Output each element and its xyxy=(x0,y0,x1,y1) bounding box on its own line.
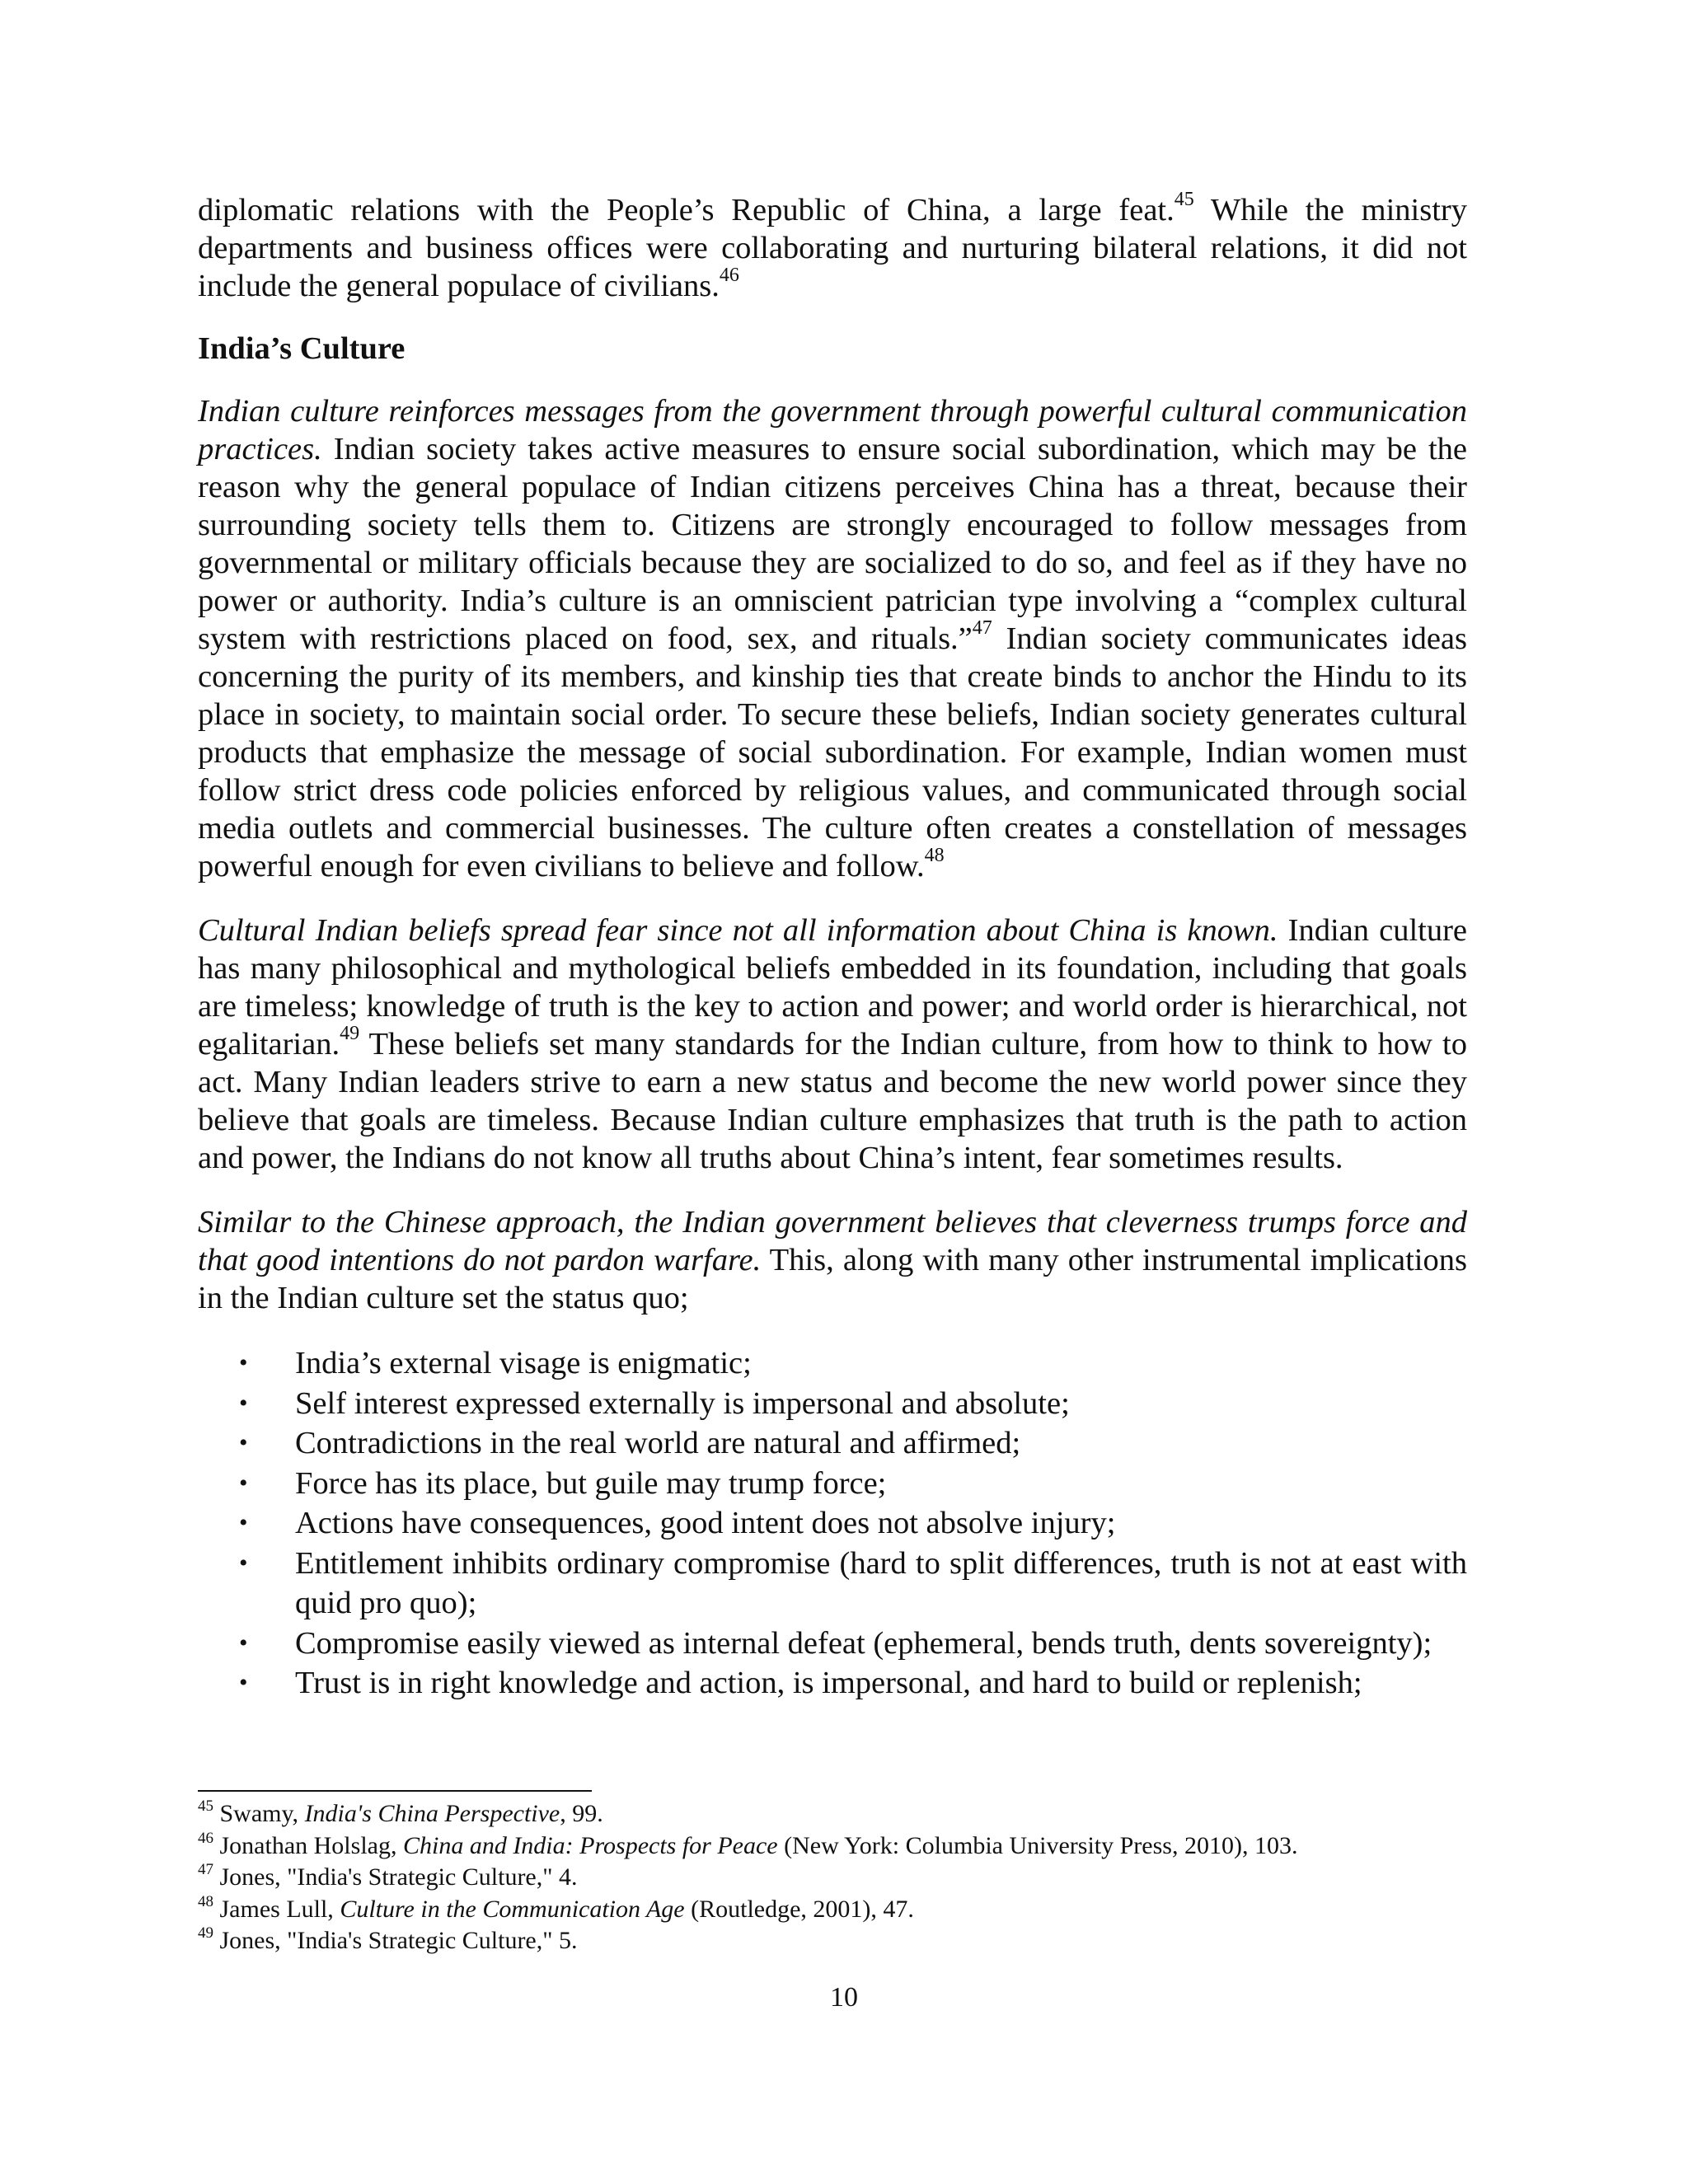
footnote-49 xyxy=(198,1925,1467,1957)
paragraph-1-text-b: Indian society communicates ideas concerning the purity of its members, and kinship ties that create binds to anchor the Hindu to its place in society, to maintain social order. To secure these beliefs, Indian society generates cultural products that emphasize the message of social subordination. For example, Indian women must follow strict dress code policies enforced by religious values, and communicated through social media outlets and commercial businesses. The culture often creates a constellation of messages powerful enough for even civilians to believe and follow. xyxy=(198,621,1467,883)
paragraph-1-lead: Indian culture reinforces messages from the government through powerful cultural communication practices. xyxy=(198,394,1467,466)
footnote-number: 49 xyxy=(198,1924,213,1942)
footnote-text: Swamy, xyxy=(213,1800,305,1827)
footnote-number: 46 xyxy=(198,1829,213,1847)
footnotes xyxy=(198,1798,1467,1957)
footnote-text-tail: , 99. xyxy=(560,1800,603,1827)
footnote-text: Jones, "India's Strategic Culture," 4. xyxy=(213,1863,578,1891)
bullet-icon: • xyxy=(239,1509,248,1536)
footnote-ref-47[interactable]: 47 xyxy=(972,617,992,640)
list-item xyxy=(198,1464,1467,1504)
culture-paragraph-3 xyxy=(198,1203,1467,1317)
list-item-text: Compromise easily viewed as internal defeat (ephemeral, bends truth, dents sovereignty); xyxy=(295,1625,1432,1661)
footnote-title: China and India: Prospects for Peace xyxy=(402,1831,778,1859)
list-item xyxy=(198,1663,1467,1704)
list-item xyxy=(198,1384,1467,1424)
intro-paragraph xyxy=(198,191,1467,305)
bullet-icon: • xyxy=(239,1429,248,1456)
status-quo-list xyxy=(198,1343,1467,1704)
paragraph-3-lead: Similar to the Chinese approach, the Indian government believes that cleverness trumps force and that good intentions do not pardon warfare. xyxy=(198,1205,1467,1277)
footnote-ref-46[interactable]: 46 xyxy=(719,265,739,287)
footnote-text: Jonathan Holslag, xyxy=(213,1831,403,1859)
footnote-number: 48 xyxy=(198,1892,213,1910)
list-item-text: Contradictions in the real world are natural and affirmed; xyxy=(295,1426,1021,1460)
paragraph-2-text-a: Indian culture has many philosophical and mythological beliefs embedded in its foundation, including that goals are timeless; knowledge of truth is the key to action and power; and world order is hierarchical, not egalitarian. xyxy=(198,913,1467,1062)
culture-paragraph-1 xyxy=(198,392,1467,885)
footnote-ref-49[interactable]: 49 xyxy=(340,1023,360,1045)
list-item xyxy=(198,1423,1467,1464)
footnote-title: Culture in the Communication Age xyxy=(340,1895,685,1923)
paragraph-2-lead: Cultural Indian beliefs spread fear since not all information about China is known. xyxy=(198,913,1278,948)
footnote-text-tail: (Routledge, 2001), 47. xyxy=(684,1895,914,1923)
bullet-icon: • xyxy=(239,1549,248,1577)
footnote-text: Jones, "India's Strategic Culture," 5. xyxy=(213,1927,578,1954)
bullet-icon: • xyxy=(239,1629,248,1657)
footnote-48 xyxy=(198,1894,1467,1926)
footnote-number: 45 xyxy=(198,1797,213,1815)
list-item-text: Force has its place, but guile may trump force; xyxy=(295,1465,887,1501)
footnote-text-tail: (New York: Columbia University Press, 2010), 103. xyxy=(777,1831,1298,1859)
footnote-45 xyxy=(198,1798,1467,1830)
list-item-text: Entitlement inhibits ordinary compromise (hard to split differences, truth is not at east with quid pro quo); xyxy=(295,1545,1467,1620)
footnote-ref-48[interactable]: 48 xyxy=(924,845,945,867)
footnote-title: India's China Perspective xyxy=(304,1800,560,1827)
list-item xyxy=(198,1343,1467,1384)
footnote-number: 47 xyxy=(198,1861,213,1878)
paragraph-1-text-a: Indian society takes active measures to ensure social subordination, which may be the reason why the general populace of Indian citizens perceives China has a threat, because their surrounding society tells them to. Citizens are strongly encouraged to follow messages from governmental or military officials because they are socialized to do so, and feel as if they have no power or authority. India’s culture is an omniscient patrician type involving a “complex cultural system with restrictions placed on food, sex, and rituals.” xyxy=(198,432,1467,656)
bullet-icon: • xyxy=(239,1669,248,1696)
list-item-text: Actions have consequences, good intent does not absolve injury; xyxy=(295,1506,1116,1540)
paragraph-2-text-b: These beliefs set many standards for the Indian culture, from how to think to how to act. Many Indian leaders strive to earn a new status and become the new world power since they believe that goals are timeless. Because Indian culture emphasizes that truth is the path to action and power, the Indians do not know all truths about China’s intent, fear sometimes results. xyxy=(198,1027,1467,1175)
footnote-46 xyxy=(198,1830,1467,1863)
intro-text-a: diplomatic relations with the People’s Republic of China, a large feat. xyxy=(198,193,1175,227)
section-heading: India’s Culture xyxy=(198,331,406,366)
culture-paragraph-2 xyxy=(198,912,1467,1177)
intro-text-b: While the ministry departments and business offices were collaborating and nurturing bilateral relations, it did not include the general populace of civilians. xyxy=(198,193,1467,303)
list-item-text: Trust is in right knowledge and action, is impersonal, and hard to build or replenish; xyxy=(295,1666,1362,1700)
list-item xyxy=(198,1624,1467,1664)
bullet-icon: • xyxy=(239,1469,248,1497)
list-item xyxy=(198,1503,1467,1544)
document-body xyxy=(198,191,1467,1704)
footnote-separator xyxy=(198,1790,592,1792)
footnote-ref-45[interactable]: 45 xyxy=(1174,189,1194,211)
list-item xyxy=(198,1544,1467,1624)
bullet-icon: • xyxy=(239,1349,248,1376)
page-number: 10 xyxy=(830,1982,858,2013)
list-item-text: India’s external visage is enigmatic; xyxy=(295,1346,752,1380)
footnote-text: James Lull, xyxy=(213,1895,340,1923)
footnote-47 xyxy=(198,1862,1467,1894)
bullet-icon: • xyxy=(239,1389,248,1417)
paragraph-3-text-a: This, along with many other instrumental implications in the Indian culture set the status quo; xyxy=(198,1243,1467,1315)
list-item-text: Self interest expressed externally is impersonal and absolute; xyxy=(295,1385,1070,1421)
